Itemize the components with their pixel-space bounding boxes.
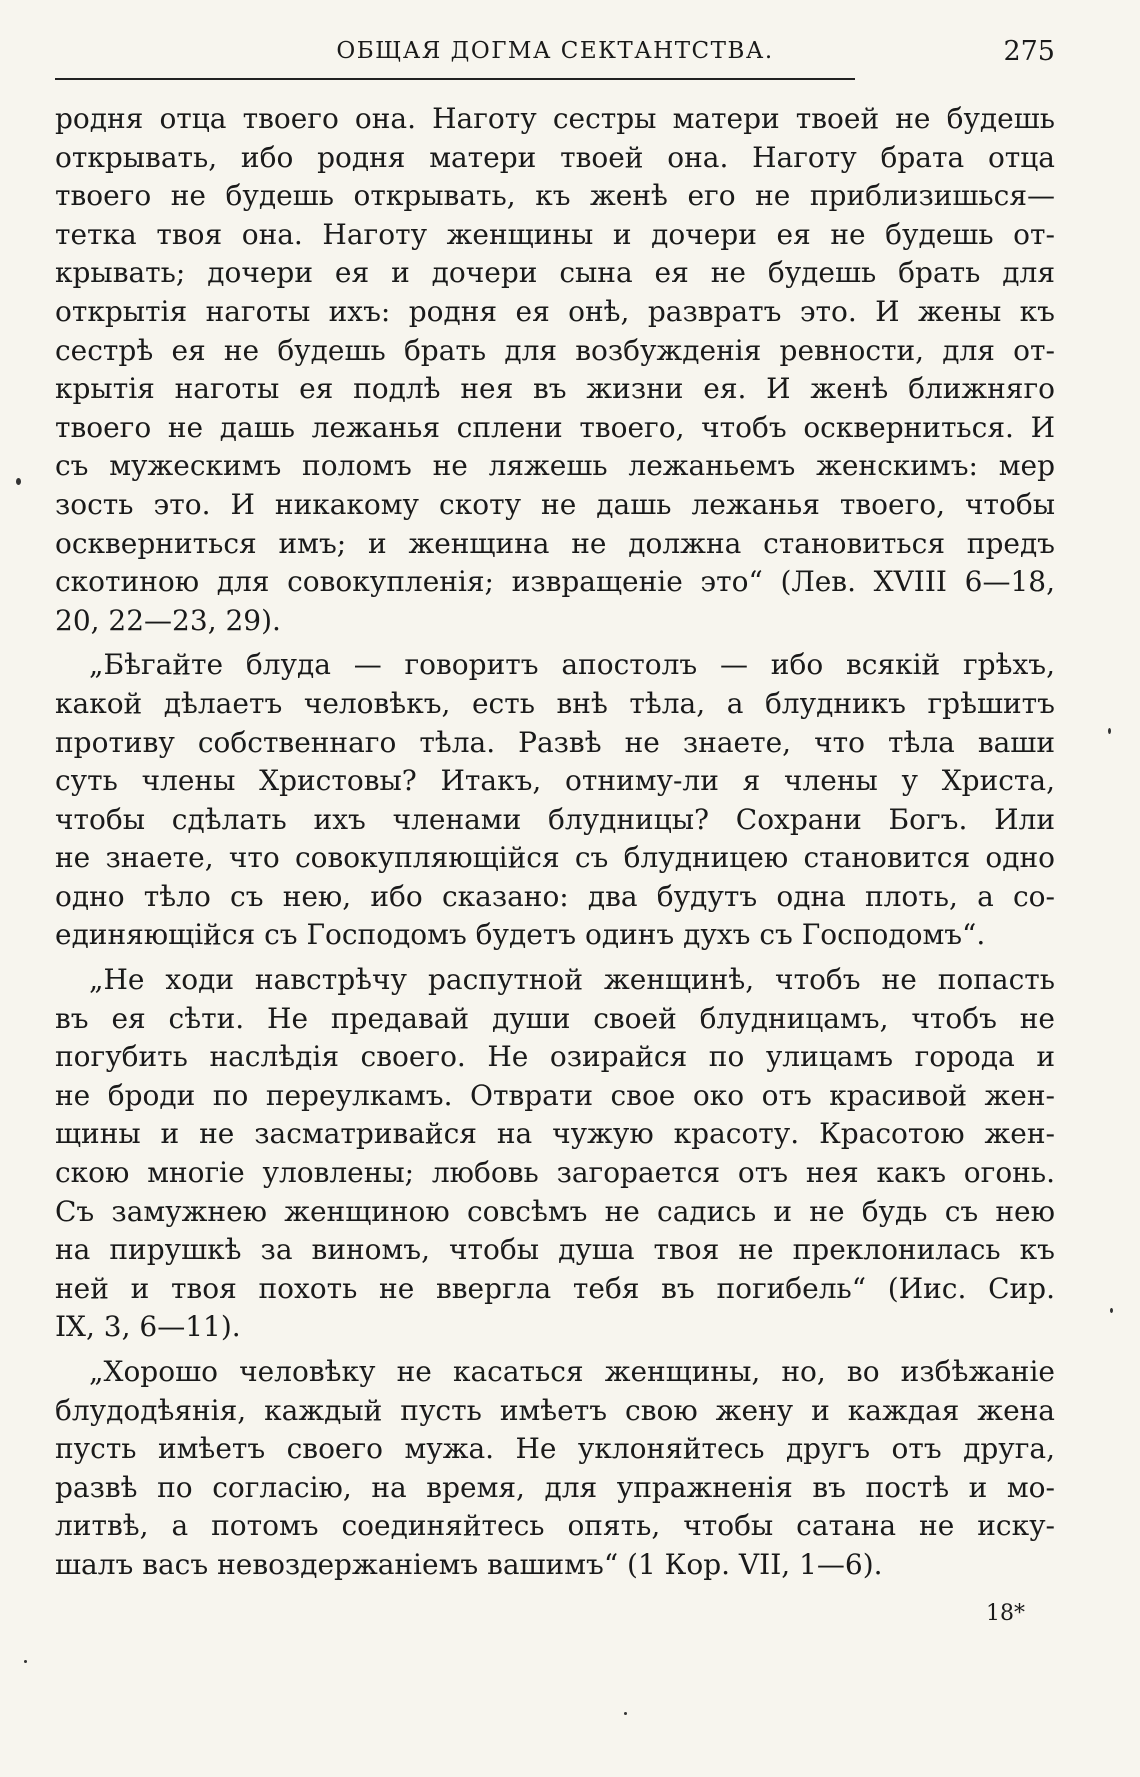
text-line: шалъ васъ невоздержаніемъ вашимъ“ (1 Кор. VII, 1—6). xyxy=(55,1547,883,1581)
running-title: ОБЩАЯ ДОГМА СЕКТАНТСТВА. xyxy=(336,38,774,64)
text-line: IX, 3, 6—11). xyxy=(55,1310,241,1344)
paragraphs-container xyxy=(55,100,1055,1585)
book-page xyxy=(55,30,1055,1633)
body-text xyxy=(55,100,1055,1633)
text-line: пусть имѣетъ своего мужа. Не уклоняйтесь другъ отъ друга, xyxy=(55,1432,1055,1466)
text-line: суть члены Христовы? Итакъ, отниму-ли я члены у Христа, xyxy=(55,764,1055,798)
text-line: щины и не засматривайся на чужую красоту. Красотою жен- xyxy=(55,1117,1055,1151)
text-line: погубить наслѣдія своего. Не озирайся по улицамъ города и xyxy=(55,1040,1055,1074)
text-line: „Не ходи навстрѣчу распутной женщинѣ, чтобъ не попасть xyxy=(89,963,1055,997)
text-line: единяющійся съ Господомъ будетъ одинъ духъ съ Господомъ“. xyxy=(55,918,986,952)
paragraph xyxy=(55,100,1055,640)
header-rule xyxy=(55,78,855,80)
text-line: крывать; дочери ея и дочери сына ея не будешь брать для xyxy=(55,256,1055,290)
margin-speck xyxy=(624,1712,627,1715)
text-line: литвѣ, а потомъ соединяйтесь опять, чтобы сатана не иску- xyxy=(55,1509,1055,1543)
text-line: твоего не дашь лежанья сплени твоего, чтобъ оскверниться. И xyxy=(55,410,1055,444)
text-line: родня отца твоего она. Наготу сестры матери твоей не будешь xyxy=(55,102,1055,135)
text-line: съ мужескимъ поломъ не ляжешь лежаньемъ женскимъ: мер xyxy=(55,449,1055,483)
text-line: не знаете, что совокупляющійся съ блудницею становится одно xyxy=(55,841,1055,875)
text-line: „Бѣгайте блуда — говоритъ апостолъ — ибо всякій грѣхъ, xyxy=(89,648,1055,682)
text-line: въ ея сѣти. Не предавай души своей блудницамъ, чтобъ не xyxy=(55,1001,1055,1035)
text-line: блудодѣянія, каждый пусть имѣетъ свою жену и каждая жена xyxy=(55,1393,1055,1427)
text-line: Съ замужнею женщиною совсѣмъ не садись и не будь съ нею xyxy=(55,1194,1055,1228)
text-line: чтобы сдѣлать ихъ членами блудницы? Сохрани Богъ. Или xyxy=(55,802,1055,836)
paragraph xyxy=(55,961,1055,1347)
text-line: развѣ по согласію, на время, для упражненія въ постѣ и мо- xyxy=(55,1470,1055,1504)
page-number: 275 xyxy=(1003,36,1055,67)
text-line: противу собственнаго тѣла. Развѣ не знаете, что тѣла ваши xyxy=(55,725,1055,759)
margin-speck xyxy=(1108,728,1111,734)
text-line: ней и твоя похоть не ввергла тебя въ погибель“ (Иис. Сир. xyxy=(55,1271,1055,1305)
paragraph xyxy=(55,646,1055,955)
margin-speck xyxy=(1110,1308,1113,1313)
text-line: не броди по переулкамъ. Отврати свое око отъ красивой жен- xyxy=(55,1078,1055,1112)
text-line: открытія наготы ихъ: родня ея онѣ, развратъ это. И жены къ xyxy=(55,294,1055,328)
text-line: зость это. И никакому скоту не дашь лежанья твоего, чтобы xyxy=(55,487,1055,521)
text-line: крытія наготы ея подлѣ нея въ жизни ея. И женѣ ближняго xyxy=(55,372,1055,406)
margin-speck xyxy=(16,478,21,485)
text-line: открывать, ибо родня матери твоей она. Наготу брата отца xyxy=(55,140,1055,174)
text-line: какой дѣлаетъ человѣкъ, есть внѣ тѣла, а блудникъ грѣшитъ xyxy=(55,686,1055,720)
text-line: „Хорошо человѣку не касаться женщины, но, во избѣжаніе xyxy=(89,1355,1055,1388)
text-line: сестрѣ ея не будешь брать для возбужденія ревности, для от- xyxy=(55,333,1055,367)
margin-speck xyxy=(24,1660,27,1663)
text-line: оскверниться имъ; и женщина не должна становиться предъ xyxy=(55,526,1055,560)
text-line: тетка твоя она. Наготу женщины и дочери ея не будешь от- xyxy=(55,217,1055,251)
text-line: скотиною для совокупленія; извращеніе это“ (Лев. XVIII 6—18, xyxy=(55,565,1055,599)
text-line: 20, 22—23, 29). xyxy=(55,603,281,637)
text-line: твоего не будешь открывать, къ женѣ его не приблизишься— xyxy=(55,179,1055,213)
page-header xyxy=(55,30,1055,82)
text-line: скою многіе уловлены; любовь загорается отъ нея какъ огонь. xyxy=(55,1156,1055,1190)
paragraph xyxy=(55,1353,1055,1585)
text-line: одно тѣло съ нею, ибо сказано: два будутъ одна плоть, а со- xyxy=(55,879,1055,913)
signature-mark: 18* xyxy=(986,1600,1025,1626)
text-line: на пирушкѣ за виномъ, чтобы душа твоя не преклонилась къ xyxy=(55,1233,1055,1267)
